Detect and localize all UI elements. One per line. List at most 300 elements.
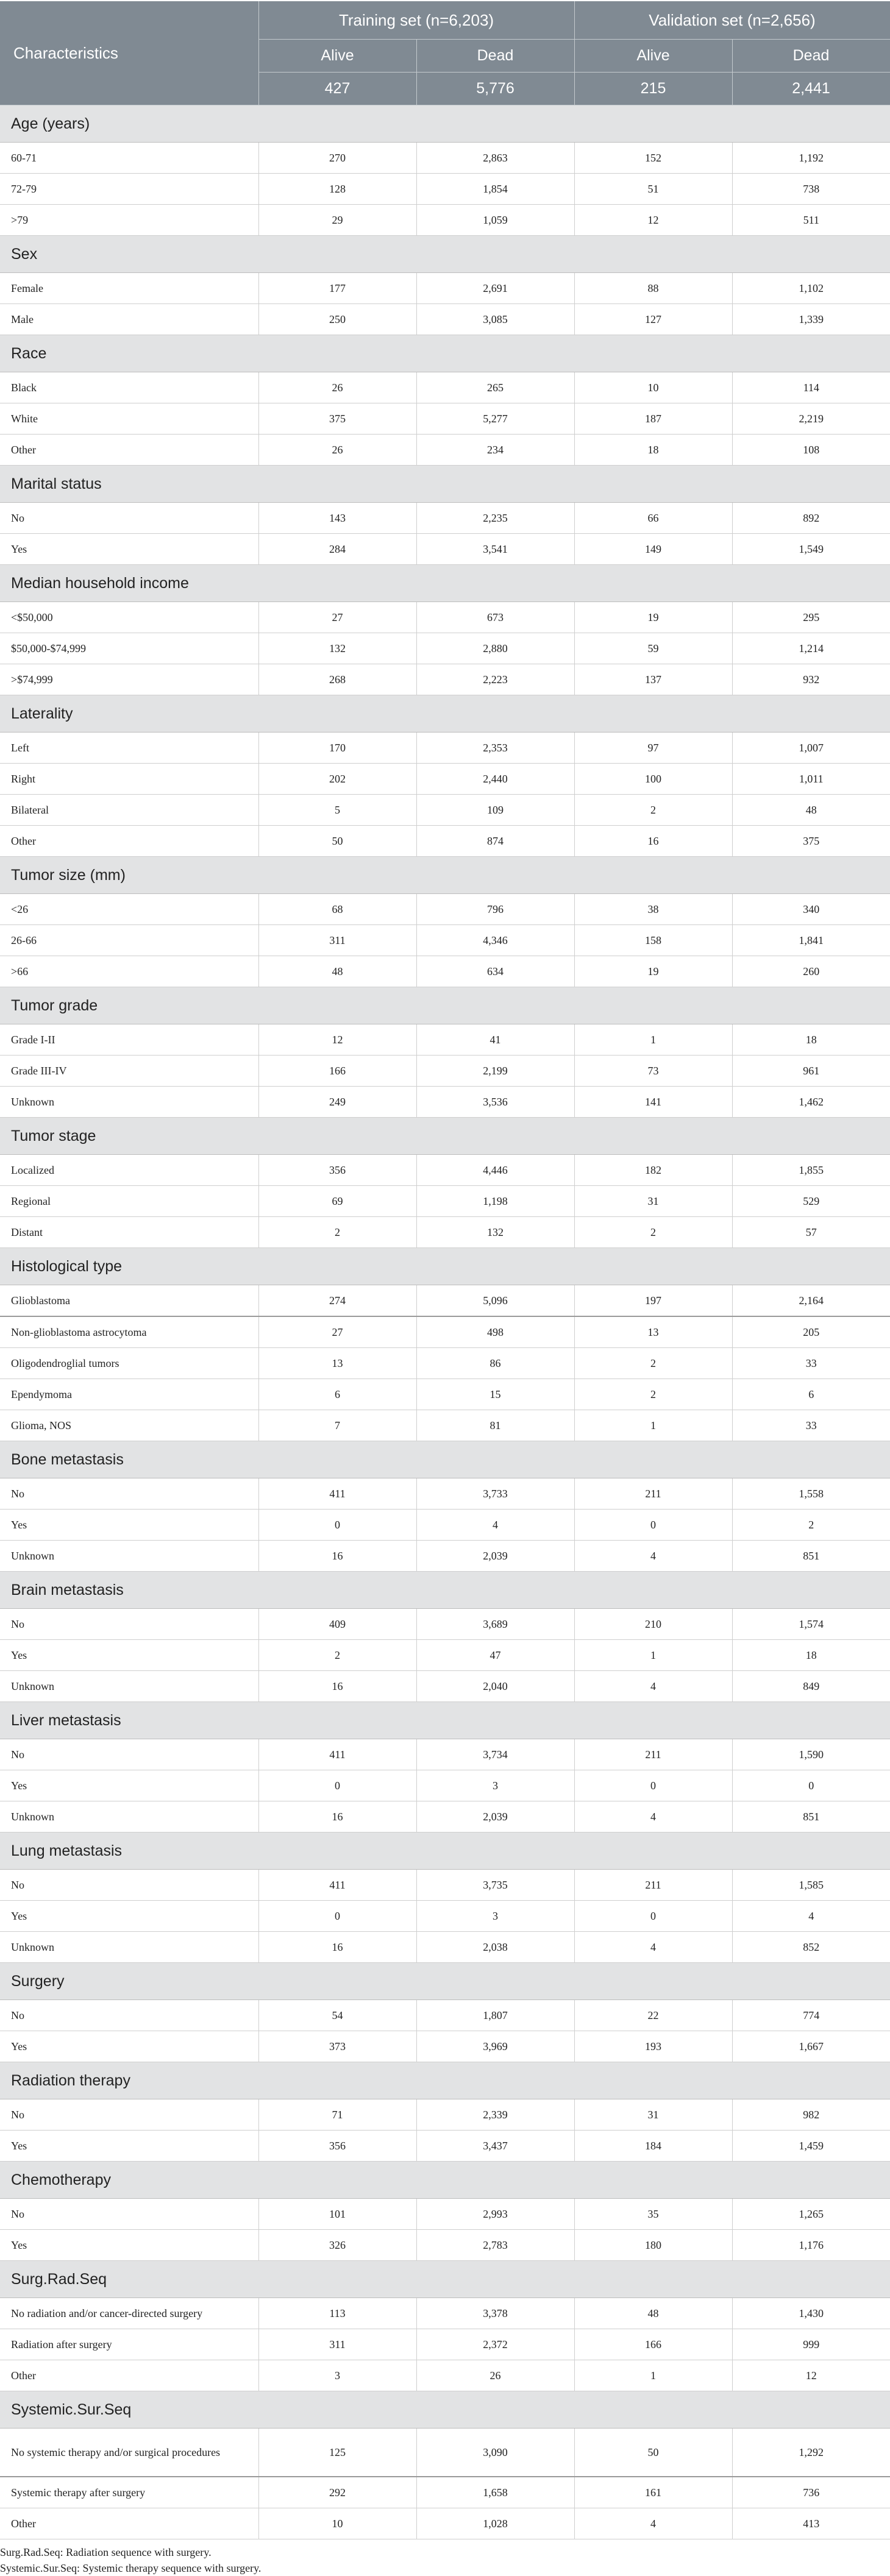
count-cell: 1 [574, 2360, 732, 2391]
count-cell: 3 [416, 1901, 574, 1932]
count-cell: 47 [416, 1640, 574, 1671]
count-cell: 22 [574, 2000, 732, 2031]
count-cell: 375 [732, 826, 890, 857]
count-cell: 0 [574, 1510, 732, 1541]
count-cell: 3 [258, 2360, 416, 2391]
section-title: Liver metastasis [0, 1702, 890, 1739]
count-cell: 211 [574, 1478, 732, 1510]
count-cell: 3,378 [416, 2298, 574, 2329]
table-row [0, 2099, 890, 2131]
count-cell: 16 [258, 1801, 416, 1833]
row-label: Bilateral [0, 795, 258, 826]
count-cell: 0 [732, 1770, 890, 1801]
table-row [0, 925, 890, 956]
table-row [0, 205, 890, 236]
table-row [0, 1609, 890, 1640]
count-cell: 1,059 [416, 205, 574, 236]
count-cell: 113 [258, 2298, 416, 2329]
count-cell: 892 [732, 503, 890, 534]
count-cell: 2,863 [416, 143, 574, 174]
count-cell: 141 [574, 1087, 732, 1118]
row-label: Unknown [0, 1801, 258, 1833]
row-label: Other [0, 2508, 258, 2539]
status-header: Dead [732, 40, 890, 73]
section-title: Lung metastasis [0, 1833, 890, 1870]
table-row [0, 2360, 890, 2391]
count-cell: 2,219 [732, 403, 890, 435]
count-cell: 3,733 [416, 1478, 574, 1510]
count-cell: 1,198 [416, 1186, 574, 1217]
count-cell: 874 [416, 826, 574, 857]
count-cell: 1,590 [732, 1739, 890, 1770]
table-row [0, 602, 890, 633]
section-title: Race [0, 335, 890, 372]
table-row [0, 1901, 890, 1932]
section-header-row [0, 2162, 890, 2199]
count-cell: 1,667 [732, 2031, 890, 2062]
total-count: 5,776 [416, 73, 574, 105]
count-cell: 12 [732, 2360, 890, 2391]
count-cell: 50 [574, 2429, 732, 2477]
count-cell: 127 [574, 304, 732, 335]
row-label: <26 [0, 894, 258, 925]
count-cell: 3 [416, 1770, 574, 1801]
count-cell: 1,011 [732, 764, 890, 795]
count-cell: 2,039 [416, 1541, 574, 1572]
count-cell: 2,372 [416, 2329, 574, 2360]
footnote: Systemic.Sur.Seq: Systemic therapy sequence with surgery. [0, 2562, 262, 2574]
count-cell: 3,541 [416, 534, 574, 565]
table-row [0, 733, 890, 764]
table-row [0, 1870, 890, 1901]
count-cell: 1,265 [732, 2199, 890, 2230]
count-cell: 16 [258, 1541, 416, 1572]
count-cell: 265 [416, 372, 574, 403]
count-cell: 511 [732, 205, 890, 236]
count-cell: 69 [258, 1186, 416, 1217]
table-row [0, 534, 890, 565]
count-cell: 0 [574, 1770, 732, 1801]
row-label: Other [0, 435, 258, 466]
count-cell: 149 [574, 534, 732, 565]
validation-set-header: Validation set (n=2,656) [574, 1, 890, 40]
section-header-row [0, 466, 890, 503]
count-cell: 2 [574, 795, 732, 826]
count-cell: 851 [732, 1541, 890, 1572]
section-header-row [0, 335, 890, 372]
count-cell: 3,090 [416, 2429, 574, 2477]
count-cell: 268 [258, 664, 416, 695]
count-cell: 18 [574, 435, 732, 466]
table-row [0, 1541, 890, 1572]
count-cell: 2 [574, 1348, 732, 1379]
count-cell: 270 [258, 143, 416, 174]
count-cell: 31 [574, 1186, 732, 1217]
count-cell: 15 [416, 1379, 574, 1410]
count-cell: 137 [574, 664, 732, 695]
table-row [0, 1671, 890, 1702]
table-row [0, 633, 890, 664]
table-row [0, 1640, 890, 1671]
row-label: Yes [0, 534, 258, 565]
count-cell: 205 [732, 1316, 890, 1348]
count-cell: 33 [732, 1348, 890, 1379]
table-row [0, 1510, 890, 1541]
section-title: Tumor grade [0, 987, 890, 1024]
count-cell: 2,353 [416, 733, 574, 764]
count-cell: 274 [258, 1285, 416, 1317]
table-row [0, 1285, 890, 1317]
count-cell: 2,440 [416, 764, 574, 795]
count-cell: 1,841 [732, 925, 890, 956]
count-cell: 184 [574, 2131, 732, 2162]
section-header-row [0, 987, 890, 1024]
table-row [0, 2199, 890, 2230]
count-cell: 211 [574, 1870, 732, 1901]
row-label: No [0, 1870, 258, 1901]
count-cell: 114 [732, 372, 890, 403]
count-cell: 851 [732, 1801, 890, 1833]
section-header-row [0, 236, 890, 273]
total-count: 215 [574, 73, 732, 105]
row-label: Unknown [0, 1541, 258, 1572]
row-label: Yes [0, 1640, 258, 1671]
count-cell: 26 [416, 2360, 574, 2391]
count-cell: 19 [574, 956, 732, 987]
total-count: 427 [258, 73, 416, 105]
row-label: No radiation and/or cancer-directed surgery [0, 2298, 258, 2329]
count-cell: 16 [258, 1932, 416, 1963]
count-cell: 1,214 [732, 633, 890, 664]
row-label: Non-glioblastoma astrocytoma [0, 1316, 258, 1348]
table-row [0, 826, 890, 857]
row-label: Yes [0, 2031, 258, 2062]
row-label: No [0, 1739, 258, 1770]
row-label: Distant [0, 1217, 258, 1248]
count-cell: 66 [574, 503, 732, 534]
row-label: Regional [0, 1186, 258, 1217]
count-cell: 33 [732, 1410, 890, 1441]
row-label: Grade III-IV [0, 1056, 258, 1087]
count-cell: 2,235 [416, 503, 574, 534]
row-label: 72-79 [0, 174, 258, 205]
count-cell: 1,176 [732, 2230, 890, 2261]
count-cell: 143 [258, 503, 416, 534]
table-row [0, 1186, 890, 1217]
row-label: Unknown [0, 1671, 258, 1702]
table-row [0, 2000, 890, 2031]
table-row [0, 894, 890, 925]
count-cell: 4 [574, 2508, 732, 2539]
count-cell: 2 [574, 1379, 732, 1410]
count-cell: 2,880 [416, 633, 574, 664]
count-cell: 128 [258, 174, 416, 205]
row-label: No systemic therapy and/or surgical procedures [0, 2429, 258, 2477]
section-title: Histological type [0, 1248, 890, 1285]
table-row [0, 503, 890, 534]
table-row [0, 174, 890, 205]
row-label: Localized [0, 1155, 258, 1186]
count-cell: 774 [732, 2000, 890, 2031]
count-cell: 3,536 [416, 1087, 574, 1118]
table-row [0, 2298, 890, 2329]
count-cell: 29 [258, 205, 416, 236]
table-row [0, 2230, 890, 2261]
section-title: Marital status [0, 466, 890, 503]
count-cell: 27 [258, 602, 416, 633]
count-cell: 0 [258, 1510, 416, 1541]
table-row [0, 1155, 890, 1186]
row-label: Glioma, NOS [0, 1410, 258, 1441]
section-header-row [0, 1572, 890, 1609]
count-cell: 1,028 [416, 2508, 574, 2539]
count-cell: 1,292 [732, 2429, 890, 2477]
status-header: Alive [258, 40, 416, 73]
count-cell: 4 [574, 1801, 732, 1833]
table-row [0, 1770, 890, 1801]
count-cell: 284 [258, 534, 416, 565]
count-cell: 177 [258, 273, 416, 304]
row-label: Yes [0, 2230, 258, 2261]
row-label: Ependymoma [0, 1379, 258, 1410]
row-label: 26-66 [0, 925, 258, 956]
count-cell: 849 [732, 1671, 890, 1702]
count-cell: 673 [416, 602, 574, 633]
count-cell: 68 [258, 894, 416, 925]
section-title: Age (years) [0, 105, 890, 143]
section-title: Median household income [0, 565, 890, 602]
section-title: Surg.Rad.Seq [0, 2261, 890, 2298]
count-cell: 1 [574, 1410, 732, 1441]
count-cell: 1,855 [732, 1155, 890, 1186]
count-cell: 413 [732, 2508, 890, 2539]
count-cell: 5,096 [416, 1285, 574, 1317]
count-cell: 292 [258, 2477, 416, 2508]
count-cell: 12 [258, 1024, 416, 1056]
section-header-row [0, 565, 890, 602]
count-cell: 2,339 [416, 2099, 574, 2131]
row-label: No [0, 503, 258, 534]
count-cell: 250 [258, 304, 416, 335]
count-cell: 197 [574, 1285, 732, 1317]
count-cell: 411 [258, 1478, 416, 1510]
count-cell: 193 [574, 2031, 732, 2062]
table-row [0, 795, 890, 826]
row-label: No [0, 2099, 258, 2131]
section-header-row [0, 2062, 890, 2099]
count-cell: 2,783 [416, 2230, 574, 2261]
characteristics-header: Characteristics [0, 1, 258, 105]
table-row [0, 273, 890, 304]
section-title: Radiation therapy [0, 2062, 890, 2099]
row-label: Black [0, 372, 258, 403]
status-header: Alive [574, 40, 732, 73]
count-cell: 3,735 [416, 1870, 574, 1901]
count-cell: 88 [574, 273, 732, 304]
section-title: Bone metastasis [0, 1441, 890, 1478]
section-title: Tumor stage [0, 1118, 890, 1155]
row-label: Yes [0, 1510, 258, 1541]
row-label: No [0, 1478, 258, 1510]
row-label: <$50,000 [0, 602, 258, 633]
count-cell: 97 [574, 733, 732, 764]
row-label: Yes [0, 1770, 258, 1801]
count-cell: 166 [574, 2329, 732, 2360]
count-cell: 411 [258, 1739, 416, 1770]
count-cell: 852 [732, 1932, 890, 1963]
count-cell: 982 [732, 2099, 890, 2131]
count-cell: 1 [574, 1024, 732, 1056]
count-cell: 2 [258, 1640, 416, 1671]
footnotes [0, 2544, 890, 2576]
count-cell: 260 [732, 956, 890, 987]
count-cell: 1,102 [732, 273, 890, 304]
row-label: Other [0, 2360, 258, 2391]
count-cell: 311 [258, 925, 416, 956]
count-cell: 158 [574, 925, 732, 956]
count-cell: 48 [574, 2298, 732, 2329]
count-cell: 108 [732, 435, 890, 466]
row-label: Radiation after surgery [0, 2329, 258, 2360]
count-cell: 4 [574, 1932, 732, 1963]
count-cell: 101 [258, 2199, 416, 2230]
count-cell: 2,199 [416, 1056, 574, 1087]
count-cell: 6 [258, 1379, 416, 1410]
section-header-row [0, 2391, 890, 2429]
count-cell: 81 [416, 1410, 574, 1441]
count-cell: 187 [574, 403, 732, 435]
row-label: Oligodendroglial tumors [0, 1348, 258, 1379]
section-title: Tumor size (mm) [0, 857, 890, 894]
count-cell: 73 [574, 1056, 732, 1087]
section-title: Surgery [0, 1963, 890, 2000]
count-cell: 5,277 [416, 403, 574, 435]
section-header-row [0, 1441, 890, 1478]
table-row [0, 403, 890, 435]
table-row [0, 1217, 890, 1248]
count-cell: 1,574 [732, 1609, 890, 1640]
count-cell: 4 [732, 1901, 890, 1932]
count-cell: 182 [574, 1155, 732, 1186]
count-cell: 0 [574, 1901, 732, 1932]
table-row [0, 2031, 890, 2062]
count-cell: 54 [258, 2000, 416, 2031]
count-cell: 411 [258, 1870, 416, 1901]
count-cell: 2 [258, 1217, 416, 1248]
section-title: Laterality [0, 695, 890, 733]
section-title: Chemotherapy [0, 2162, 890, 2199]
table-row [0, 764, 890, 795]
row-label: Unknown [0, 1087, 258, 1118]
count-cell: 2 [732, 1510, 890, 1541]
count-cell: 10 [258, 2508, 416, 2539]
count-cell: 1,854 [416, 174, 574, 205]
count-cell: 311 [258, 2329, 416, 2360]
count-cell: 35 [574, 2199, 732, 2230]
count-cell: 71 [258, 2099, 416, 2131]
section-header-row [0, 1833, 890, 1870]
count-cell: 51 [574, 174, 732, 205]
section-header-row [0, 2261, 890, 2298]
table-row [0, 2508, 890, 2539]
count-cell: 529 [732, 1186, 890, 1217]
count-cell: 356 [258, 2131, 416, 2162]
count-cell: 3,085 [416, 304, 574, 335]
count-cell: 2,993 [416, 2199, 574, 2230]
count-cell: 1,459 [732, 2131, 890, 2162]
count-cell: 356 [258, 1155, 416, 1186]
count-cell: 295 [732, 602, 890, 633]
section-header-row [0, 695, 890, 733]
count-cell: 1,549 [732, 534, 890, 565]
table-row [0, 1478, 890, 1510]
count-cell: 999 [732, 2329, 890, 2360]
count-cell: 180 [574, 2230, 732, 2261]
count-cell: 132 [258, 633, 416, 664]
count-cell: 1,658 [416, 2477, 574, 2508]
table-row [0, 1348, 890, 1379]
count-cell: 2 [574, 1217, 732, 1248]
row-label: No [0, 2199, 258, 2230]
table-row [0, 1739, 890, 1770]
count-cell: 326 [258, 2230, 416, 2261]
count-cell: 373 [258, 2031, 416, 2062]
table-row [0, 1801, 890, 1833]
row-label: Systemic therapy after surgery [0, 2477, 258, 2508]
count-cell: 4,446 [416, 1155, 574, 1186]
row-label: Glioblastoma [0, 1285, 258, 1317]
count-cell: 4 [574, 1541, 732, 1572]
row-label: No [0, 1609, 258, 1640]
count-cell: 132 [416, 1217, 574, 1248]
table-row [0, 2131, 890, 2162]
count-cell: 961 [732, 1056, 890, 1087]
count-cell: 932 [732, 664, 890, 695]
count-cell: 1,430 [732, 2298, 890, 2329]
count-cell: 3,969 [416, 2031, 574, 2062]
row-label: 60-71 [0, 143, 258, 174]
table-row [0, 1932, 890, 1963]
table-row [0, 664, 890, 695]
count-cell: 2,038 [416, 1932, 574, 1963]
count-cell: 48 [258, 956, 416, 987]
table-row [0, 372, 890, 403]
table-row [0, 956, 890, 987]
count-cell: 736 [732, 2477, 890, 2508]
row-label: >79 [0, 205, 258, 236]
count-cell: 31 [574, 2099, 732, 2131]
count-cell: 27 [258, 1316, 416, 1348]
count-cell: 6 [732, 1379, 890, 1410]
row-label: Grade I-II [0, 1024, 258, 1056]
table-row [0, 143, 890, 174]
section-title: Brain metastasis [0, 1572, 890, 1609]
count-cell: 18 [732, 1024, 890, 1056]
count-cell: 1 [574, 1640, 732, 1671]
count-cell: 2,040 [416, 1671, 574, 1702]
row-label: Left [0, 733, 258, 764]
row-label: >66 [0, 956, 258, 987]
count-cell: 249 [258, 1087, 416, 1118]
count-cell: 7 [258, 1410, 416, 1441]
count-cell: 5 [258, 795, 416, 826]
count-cell: 498 [416, 1316, 574, 1348]
count-cell: 18 [732, 1640, 890, 1671]
section-title: Systemic.Sur.Seq [0, 2391, 890, 2429]
count-cell: 2,691 [416, 273, 574, 304]
table-body [0, 105, 890, 2539]
row-label: Yes [0, 2131, 258, 2162]
